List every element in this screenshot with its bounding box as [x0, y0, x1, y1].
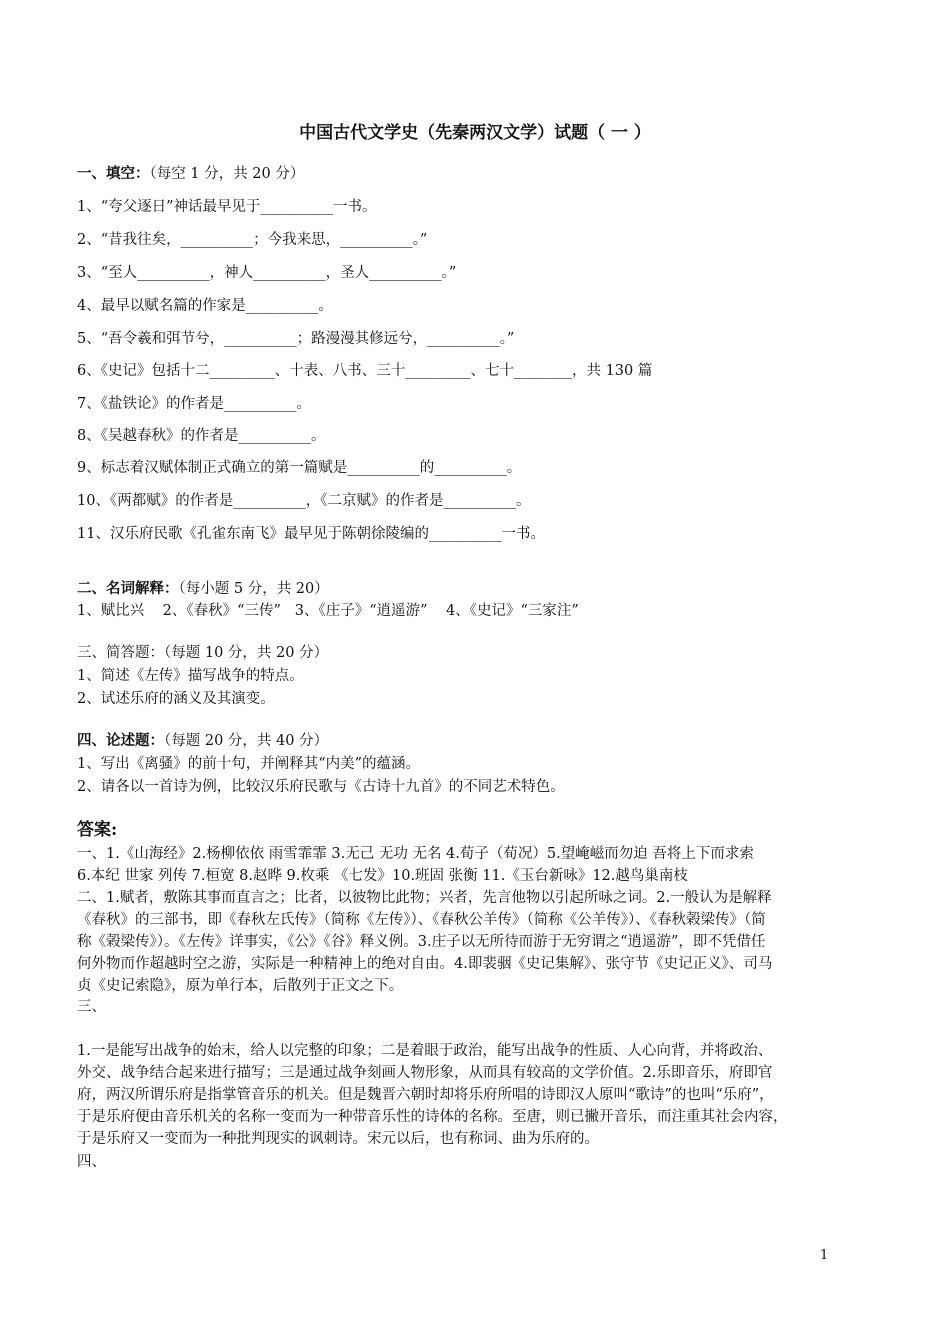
section3-heading: 三、简答题：（每题 10 分，共 20 分） [77, 645, 329, 661]
fill-item-11: 11、汉乐府民歌《孔雀东南飞》最早见于陈朝徐陵编的__________一书。 [77, 526, 545, 542]
fill-item-5: 5、“吾令羲和弭节兮，__________；路漫漫其修远兮，__________。” [77, 331, 515, 347]
answers-heading: 答案: [77, 820, 118, 840]
section4-note: （每题 20 分，共 40 分） [164, 733, 329, 749]
answer-line: 于是乐府又一变而为一种批判现实的讽刺诗。宋元以后，也有称词、曲为乐府的。 [77, 1131, 599, 1147]
answer-line: 1.一是能写出战争的始末，给人以完整的印象；二是着眼于政治，能写出战争的性质、人心向背，并将政治、 [77, 1043, 773, 1059]
section2-header [77, 579, 329, 599]
fill-item-3: 3、“至人__________，神人__________，圣人__________。” [77, 265, 457, 281]
section2-heading: 二、名词解释： [77, 580, 179, 597]
essay-item-1: 1、写出《离骚》的前十句，并阐释其“内美”的蕴涵。 [77, 756, 421, 772]
section1-heading: 一、填空： [77, 165, 150, 182]
answer-line: 贞《史记索隐》，原为单行本，后散列于正文之下。 [77, 978, 404, 994]
page-title: 中国古代文学史（先秦两汉文学）试题（ 一 ） [299, 123, 651, 143]
section2-note: （每小题 5 分，共 20） [178, 581, 329, 597]
answers-part1 [77, 843, 877, 887]
page-number: 1 [820, 1248, 829, 1263]
answer-line: 二、1.赋者，敷陈其事而直言之；比者，以彼物比此物；兴者，先言他物以引起所咏之词。2.一般认为是解释 [77, 890, 772, 906]
short-item-2: 2、试述乐府的涵义及其演变。 [77, 691, 275, 707]
answer-line: 6.本纪 世家 列传 7.桓宽 8.赵晔 9.枚乘 《七发》10.班固 张衡 11.《玉台新咏》12.越鸟巢南枝 [77, 868, 688, 884]
answer-line: 何外物而作超越时空之游，实际是一种精神上的绝对自由。4.即裴骃《史记集解》、张守节《史记正义》、司马 [77, 956, 773, 972]
answer-line: 外交、战争结合起来进行描写；三是通过战争刻画人物形象，从而具有较高的文学价值。2.乐即音乐，府即官 [77, 1065, 773, 1081]
fill-item-10: 10、《两都赋》的作者是__________，《二京赋》的作者是__________。 [77, 493, 531, 509]
answers-part2 [77, 887, 877, 997]
answer-line: 称《榖梁传》）。《左传》详事实，《公》《谷》释义例。3.庄子以无所待而游于无穷谓之“逍遥游”，即不凭借任 [77, 934, 766, 950]
section4-header [77, 731, 328, 751]
short-item-1: 1、简述《左传》描写战争的特点。 [77, 668, 304, 684]
essay-item-2: 2、请各以一首诗为例，比较汉乐府民歌与《古诗十九首》的不同艺术特色。 [77, 779, 565, 795]
fill-item-1: 1、“夸父逐日”神话最早见于__________一书。 [77, 199, 377, 215]
answers-part3 [77, 1040, 877, 1150]
answer-line: 府，两汉所谓乐府是指掌管音乐的机关。但是魏晋六朝时却将乐府所唱的诗即汉人原叫“歌诗”的也叫“乐府”， [77, 1087, 774, 1103]
answers-part4-label: 四、 [77, 1154, 106, 1170]
section1-header [77, 164, 304, 184]
section4-heading: 四、论述题： [77, 732, 164, 749]
section1-note: （每空 1 分，共 20 分） [149, 166, 305, 182]
answers-part3-label: 三、 [77, 999, 106, 1015]
fill-item-8: 8、《吴越春秋》的作者是__________。 [77, 428, 326, 444]
answer-line: 一、1.《山海经》2.杨柳依依 雨雪霏霏 3.无己 无功 无名 4.荀子（荀况）5.望崦嵫而勿迫 吾将上下而求索 [77, 846, 754, 862]
term-items: 1、赋比兴 2、《春秋》“三传” 3、《庄子》“逍遥游” 4、《史记》“三家注” [77, 603, 579, 619]
fill-item-2: 2、“昔我往矣，__________；今我来思，__________。” [77, 232, 428, 248]
fill-item-4: 4、最早以赋名篇的作家是__________。 [77, 298, 333, 314]
fill-item-9: 9、标志着汉赋体制正式确立的第一篇赋是__________的__________。 [77, 460, 522, 476]
fill-item-7: 7、《盐铁论》的作者是__________。 [77, 396, 311, 412]
answer-line: 《春秋》的三部书，即《春秋左氏传》（简称《左传》）、《春秋公羊传》（简称《公羊传》）、《春秋榖梁传》（简 [77, 912, 766, 928]
fill-item-6: 6、《史记》包括十二_________、十表、八书、三十_________、七十________，共 130 篇 [77, 363, 653, 379]
answer-line: 于是乐府便由音乐机关的名称一变而为一种带音乐性的诗体的名称。至唐，则已撇开音乐，而注重其社会内容， [77, 1109, 788, 1125]
